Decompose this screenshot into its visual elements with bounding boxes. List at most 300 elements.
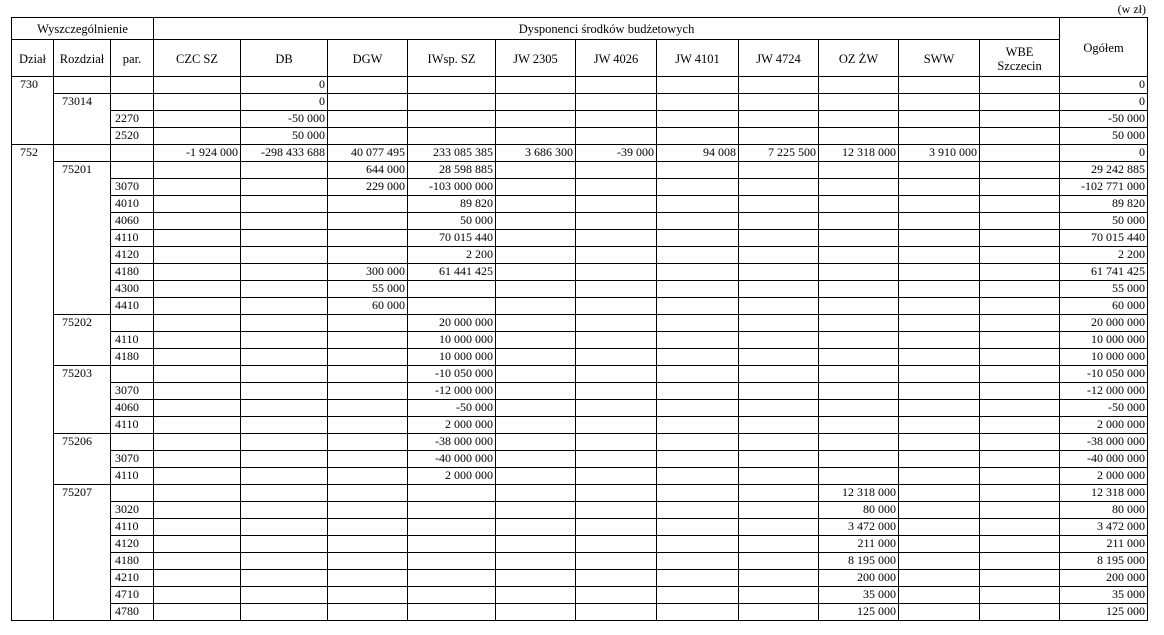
cell-value xyxy=(899,196,980,213)
cell-value xyxy=(496,196,576,213)
cell-value: 125 000 xyxy=(819,604,899,621)
cell-value xyxy=(980,298,1060,315)
cell-value xyxy=(657,417,739,434)
cell-value: -1 924 000 xyxy=(154,145,241,162)
cell-value: 644 000 xyxy=(328,162,408,179)
cell-value xyxy=(980,281,1060,298)
cell-value xyxy=(980,162,1060,179)
cell-value xyxy=(980,366,1060,383)
cell-value xyxy=(657,213,739,230)
cell-value xyxy=(576,536,657,553)
cell-value xyxy=(154,587,241,604)
cell-value xyxy=(241,383,328,400)
cell-value xyxy=(819,77,899,94)
header-col: JW 4724 xyxy=(739,40,819,77)
cell-value xyxy=(980,247,1060,264)
cell-total: -102 771 000 xyxy=(1060,179,1148,196)
cell-value: 10 000 000 xyxy=(408,332,496,349)
header-dzial: Dział xyxy=(12,40,54,77)
cell-total: 35 000 xyxy=(1060,587,1148,604)
cell-paragraf xyxy=(111,366,154,383)
cell-value xyxy=(576,264,657,281)
cell-paragraf xyxy=(111,162,154,179)
header-col: DB xyxy=(241,40,328,77)
cell-total: 211 000 xyxy=(1060,536,1148,553)
cell-value xyxy=(154,332,241,349)
cell-value xyxy=(819,213,899,230)
cell-value: -50 000 xyxy=(241,111,328,128)
cell-value xyxy=(408,485,496,502)
cell-value xyxy=(576,196,657,213)
table-row xyxy=(12,213,1148,230)
cell-value: 20 000 000 xyxy=(408,315,496,332)
cell-value xyxy=(496,77,576,94)
cell-value xyxy=(496,417,576,434)
table-row xyxy=(12,298,1148,315)
cell-value xyxy=(657,196,739,213)
cell-value xyxy=(899,383,980,400)
cell-value xyxy=(980,111,1060,128)
cell-value xyxy=(819,179,899,196)
table-row xyxy=(12,451,1148,468)
cell-value xyxy=(576,247,657,264)
cell-value: 12 318 000 xyxy=(819,145,899,162)
cell-value: 60 000 xyxy=(328,298,408,315)
cell-value xyxy=(496,349,576,366)
cell-value xyxy=(980,434,1060,451)
cell-value xyxy=(980,128,1060,145)
cell-value xyxy=(576,366,657,383)
cell-value: -50 000 xyxy=(408,400,496,417)
cell-value xyxy=(154,247,241,264)
cell-value xyxy=(657,77,739,94)
cell-value: 3 472 000 xyxy=(819,519,899,536)
cell-value xyxy=(408,77,496,94)
cell-total: 61 741 425 xyxy=(1060,264,1148,281)
cell-value xyxy=(980,468,1060,485)
cell-total: 0 xyxy=(1060,94,1148,111)
cell-value xyxy=(899,366,980,383)
cell-value: 2 000 000 xyxy=(408,417,496,434)
cell-value: 10 000 000 xyxy=(408,349,496,366)
cell-value xyxy=(819,247,899,264)
table-row xyxy=(12,485,1148,502)
cell-value xyxy=(657,434,739,451)
cell-value xyxy=(739,213,819,230)
cell-value xyxy=(154,213,241,230)
cell-value xyxy=(496,281,576,298)
cell-value xyxy=(899,587,980,604)
header-wyszczegolnienie: Wyszczególnienie xyxy=(12,18,154,40)
cell-value xyxy=(241,230,328,247)
cell-value xyxy=(899,502,980,519)
cell-value xyxy=(496,332,576,349)
cell-value xyxy=(899,553,980,570)
cell-value xyxy=(408,94,496,111)
cell-value xyxy=(980,417,1060,434)
cell-value xyxy=(576,553,657,570)
cell-value xyxy=(980,230,1060,247)
cell-value xyxy=(819,230,899,247)
cell-value xyxy=(576,519,657,536)
cell-value xyxy=(739,604,819,621)
cell-value xyxy=(657,468,739,485)
table-row xyxy=(12,145,1148,162)
cell-value xyxy=(328,366,408,383)
cell-value xyxy=(154,485,241,502)
cell-value xyxy=(980,536,1060,553)
cell-total: 60 000 xyxy=(1060,298,1148,315)
cell-value xyxy=(657,502,739,519)
cell-value xyxy=(241,298,328,315)
cell-value xyxy=(899,417,980,434)
cell-value xyxy=(241,536,328,553)
cell-paragraf: 4180 xyxy=(111,349,154,366)
cell-value: 200 000 xyxy=(819,570,899,587)
cell-value xyxy=(241,553,328,570)
cell-value: 3 910 000 xyxy=(899,145,980,162)
cell-value xyxy=(496,468,576,485)
table-row xyxy=(12,519,1148,536)
cell-value: 8 195 000 xyxy=(819,553,899,570)
cell-value xyxy=(739,196,819,213)
cell-rozdzial: 75201 xyxy=(54,162,111,315)
table-row xyxy=(12,179,1148,196)
cell-value xyxy=(980,196,1060,213)
cell-paragraf: 4110 xyxy=(111,417,154,434)
cell-value xyxy=(576,400,657,417)
cell-value xyxy=(154,570,241,587)
cell-value xyxy=(328,417,408,434)
cell-value xyxy=(496,315,576,332)
cell-value xyxy=(576,434,657,451)
cell-value: 3 686 300 xyxy=(496,145,576,162)
cell-value xyxy=(980,145,1060,162)
cell-rozdzial: 75206 xyxy=(54,434,111,485)
cell-value xyxy=(980,349,1060,366)
cell-paragraf: 3070 xyxy=(111,451,154,468)
cell-value xyxy=(496,400,576,417)
cell-value: 229 000 xyxy=(328,179,408,196)
cell-value: 35 000 xyxy=(819,587,899,604)
cell-value xyxy=(819,298,899,315)
table-row xyxy=(12,332,1148,349)
cell-paragraf: 3070 xyxy=(111,179,154,196)
cell-paragraf: 4780 xyxy=(111,604,154,621)
cell-value xyxy=(739,128,819,145)
cell-value xyxy=(657,587,739,604)
cell-value xyxy=(739,553,819,570)
cell-value xyxy=(657,604,739,621)
cell-value xyxy=(496,366,576,383)
cell-rozdzial: 73014 xyxy=(54,94,111,145)
cell-value xyxy=(899,281,980,298)
cell-paragraf: 4010 xyxy=(111,196,154,213)
cell-value xyxy=(576,570,657,587)
cell-value xyxy=(576,468,657,485)
cell-value xyxy=(154,451,241,468)
cell-value: 233 085 385 xyxy=(408,145,496,162)
cell-value xyxy=(154,230,241,247)
cell-value xyxy=(154,196,241,213)
cell-paragraf xyxy=(111,315,154,332)
cell-value: 12 318 000 xyxy=(819,485,899,502)
cell-value xyxy=(739,315,819,332)
header-row-2 xyxy=(12,40,1148,77)
cell-value xyxy=(576,349,657,366)
cell-value xyxy=(657,553,739,570)
cell-value xyxy=(496,247,576,264)
cell-value xyxy=(899,179,980,196)
cell-total: -50 000 xyxy=(1060,400,1148,417)
cell-paragraf: 4110 xyxy=(111,468,154,485)
cell-value xyxy=(739,247,819,264)
cell-value xyxy=(154,519,241,536)
cell-value xyxy=(241,468,328,485)
cell-value xyxy=(576,179,657,196)
table-row xyxy=(12,349,1148,366)
cell-value xyxy=(819,111,899,128)
cell-rozdzial: 75202 xyxy=(54,315,111,366)
cell-value xyxy=(980,451,1060,468)
cell-value xyxy=(657,94,739,111)
cell-value xyxy=(328,383,408,400)
table-row xyxy=(12,587,1148,604)
cell-value xyxy=(408,587,496,604)
cell-value xyxy=(899,94,980,111)
cell-total: 70 015 440 xyxy=(1060,230,1148,247)
header-col: JW 4101 xyxy=(657,40,739,77)
cell-value xyxy=(739,179,819,196)
header-col: OZ ŻW xyxy=(819,40,899,77)
cell-value xyxy=(819,417,899,434)
cell-rozdzial: 75203 xyxy=(54,366,111,434)
cell-value xyxy=(154,94,241,111)
cell-value xyxy=(154,434,241,451)
cell-value xyxy=(328,451,408,468)
cell-paragraf: 4410 xyxy=(111,298,154,315)
cell-paragraf: 4180 xyxy=(111,264,154,281)
cell-total: 12 318 000 xyxy=(1060,485,1148,502)
cell-paragraf: 4120 xyxy=(111,247,154,264)
cell-value xyxy=(496,587,576,604)
cell-value: 300 000 xyxy=(328,264,408,281)
cell-value xyxy=(496,570,576,587)
cell-value: 50 000 xyxy=(408,213,496,230)
cell-value xyxy=(980,77,1060,94)
cell-total: 200 000 xyxy=(1060,570,1148,587)
cell-value xyxy=(576,94,657,111)
cell-value xyxy=(241,485,328,502)
cell-value xyxy=(739,434,819,451)
cell-value xyxy=(819,434,899,451)
cell-total: -12 000 000 xyxy=(1060,383,1148,400)
cell-dzial: 752 xyxy=(12,145,54,621)
cell-value xyxy=(657,485,739,502)
cell-value: 7 225 500 xyxy=(739,145,819,162)
cell-value xyxy=(899,332,980,349)
cell-value xyxy=(980,553,1060,570)
cell-value xyxy=(241,162,328,179)
cell-total: -40 000 000 xyxy=(1060,451,1148,468)
cell-value xyxy=(657,383,739,400)
cell-total: 0 xyxy=(1060,77,1148,94)
cell-value xyxy=(739,502,819,519)
header-ogolem: Ogółem xyxy=(1060,18,1148,77)
cell-paragraf: 2270 xyxy=(111,111,154,128)
cell-value xyxy=(328,570,408,587)
cell-value xyxy=(328,502,408,519)
cell-value xyxy=(328,213,408,230)
cell-value: 94 008 xyxy=(657,145,739,162)
cell-value xyxy=(496,383,576,400)
cell-value xyxy=(154,264,241,281)
cell-value xyxy=(819,366,899,383)
header-row-1 xyxy=(12,18,1148,40)
cell-paragraf: 4110 xyxy=(111,519,154,536)
cell-value xyxy=(408,604,496,621)
cell-value xyxy=(154,128,241,145)
table-row xyxy=(12,604,1148,621)
cell-value xyxy=(657,315,739,332)
cell-value xyxy=(657,349,739,366)
cell-value xyxy=(980,604,1060,621)
cell-total: -38 000 000 xyxy=(1060,434,1148,451)
cell-value xyxy=(819,281,899,298)
cell-value xyxy=(241,604,328,621)
cell-value xyxy=(328,604,408,621)
cell-value xyxy=(819,400,899,417)
cell-value xyxy=(899,128,980,145)
cell-value xyxy=(576,128,657,145)
cell-value xyxy=(819,315,899,332)
cell-value xyxy=(657,111,739,128)
cell-value xyxy=(739,587,819,604)
cell-value xyxy=(899,519,980,536)
cell-value xyxy=(980,213,1060,230)
cell-value xyxy=(980,502,1060,519)
cell-total: 80 000 xyxy=(1060,502,1148,519)
cell-paragraf xyxy=(111,485,154,502)
cell-value xyxy=(576,111,657,128)
cell-paragraf: 4120 xyxy=(111,536,154,553)
cell-value xyxy=(154,604,241,621)
cell-value xyxy=(496,502,576,519)
unit-note: (w zł) xyxy=(1117,2,1146,16)
cell-value xyxy=(408,502,496,519)
cell-value xyxy=(657,264,739,281)
cell-value xyxy=(241,570,328,587)
table-row xyxy=(12,315,1148,332)
cell-value xyxy=(819,468,899,485)
cell-value xyxy=(739,570,819,587)
cell-value: 0 xyxy=(241,77,328,94)
cell-value: 55 000 xyxy=(328,281,408,298)
cell-value: 211 000 xyxy=(819,536,899,553)
cell-value xyxy=(899,264,980,281)
header-col: DGW xyxy=(328,40,408,77)
cell-value xyxy=(241,264,328,281)
table-row xyxy=(12,502,1148,519)
table-row xyxy=(12,230,1148,247)
cell-total: 0 xyxy=(1060,145,1148,162)
cell-value xyxy=(328,536,408,553)
cell-value xyxy=(496,434,576,451)
cell-value xyxy=(408,111,496,128)
table-row xyxy=(12,94,1148,111)
cell-dzial: 730 xyxy=(12,77,54,145)
cell-value xyxy=(408,570,496,587)
cell-value xyxy=(980,179,1060,196)
cell-value: -12 000 000 xyxy=(408,383,496,400)
cell-total: 8 195 000 xyxy=(1060,553,1148,570)
cell-total: 50 000 xyxy=(1060,213,1148,230)
cell-paragraf: 4110 xyxy=(111,332,154,349)
cell-value xyxy=(496,230,576,247)
cell-value: -38 000 000 xyxy=(408,434,496,451)
cell-value xyxy=(328,230,408,247)
cell-rozdzial xyxy=(54,145,111,162)
cell-value xyxy=(328,400,408,417)
cell-value xyxy=(819,264,899,281)
cell-value xyxy=(154,77,241,94)
cell-value xyxy=(576,315,657,332)
cell-value xyxy=(496,213,576,230)
cell-value: -10 050 000 xyxy=(408,366,496,383)
cell-value xyxy=(576,213,657,230)
cell-value xyxy=(899,349,980,366)
table-row xyxy=(12,247,1148,264)
cell-value xyxy=(241,332,328,349)
cell-value xyxy=(980,315,1060,332)
cell-value xyxy=(899,570,980,587)
cell-value xyxy=(328,111,408,128)
cell-value xyxy=(739,349,819,366)
cell-value xyxy=(496,553,576,570)
cell-value xyxy=(739,162,819,179)
cell-total: 2 000 000 xyxy=(1060,417,1148,434)
cell-value xyxy=(154,553,241,570)
cell-value xyxy=(576,451,657,468)
cell-value: 2 200 xyxy=(408,247,496,264)
cell-paragraf xyxy=(111,94,154,111)
cell-value xyxy=(657,400,739,417)
cell-value xyxy=(154,502,241,519)
cell-value xyxy=(739,366,819,383)
cell-value xyxy=(496,162,576,179)
cell-value xyxy=(899,451,980,468)
cell-total: 125 000 xyxy=(1060,604,1148,621)
cell-value: 61 441 425 xyxy=(408,264,496,281)
budget-table xyxy=(11,17,1148,621)
cell-value xyxy=(899,77,980,94)
cell-value xyxy=(496,536,576,553)
cell-value xyxy=(328,332,408,349)
cell-value xyxy=(241,434,328,451)
cell-value xyxy=(657,536,739,553)
cell-total: 2 000 000 xyxy=(1060,468,1148,485)
cell-value xyxy=(496,111,576,128)
table-row xyxy=(12,570,1148,587)
cell-value xyxy=(328,128,408,145)
cell-rozdzial xyxy=(54,77,111,94)
cell-value xyxy=(154,162,241,179)
cell-value xyxy=(154,366,241,383)
cell-value xyxy=(154,111,241,128)
cell-paragraf: 4110 xyxy=(111,230,154,247)
cell-value xyxy=(739,400,819,417)
cell-value xyxy=(576,604,657,621)
